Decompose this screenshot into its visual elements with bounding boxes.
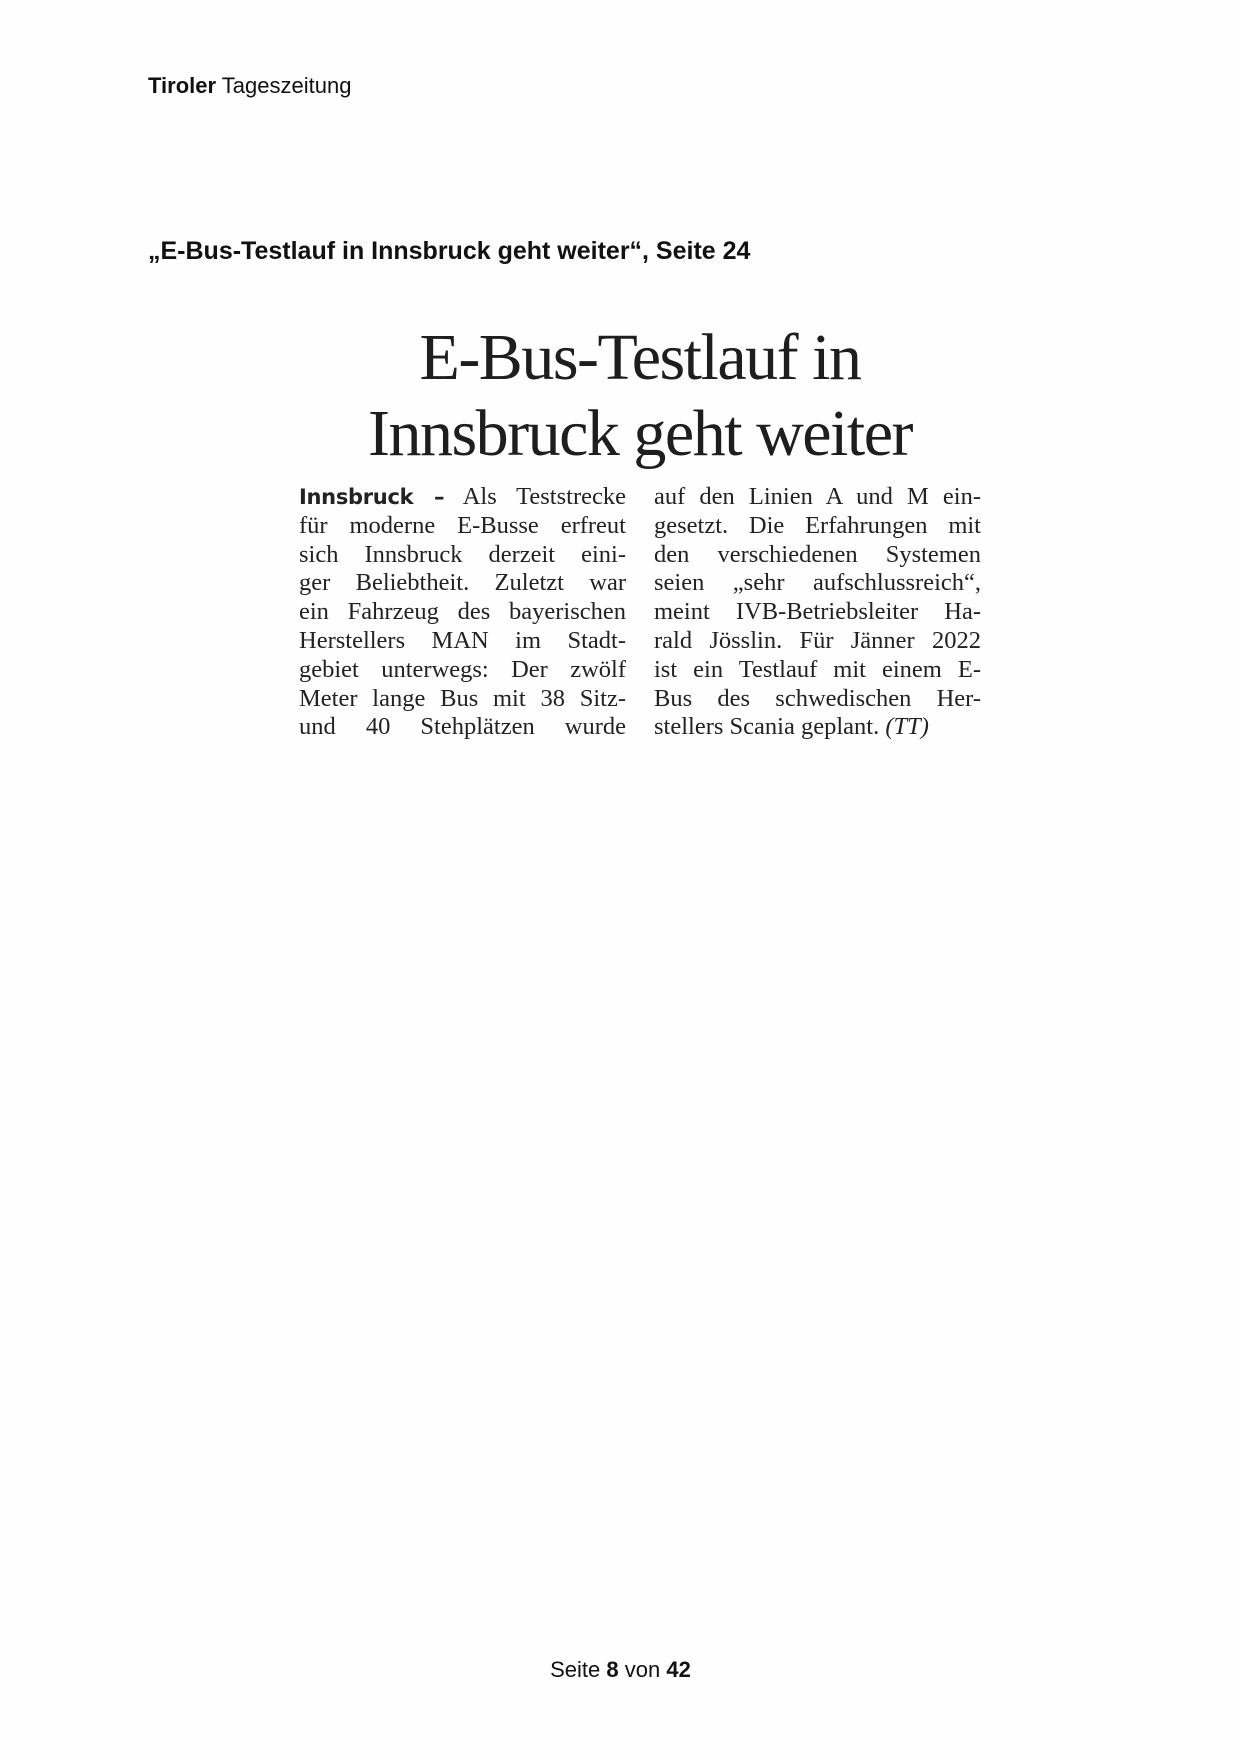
- column-2-line: rald Jösslin. Für Jänner 2022: [654, 626, 981, 654]
- article-reference-title: „E-Bus-Testlauf in Innsbruck geht weiter“, Seite 24: [148, 237, 751, 265]
- column-2-line: meint IVB-Betriebsleiter Ha-: [654, 598, 981, 626]
- article-column-2: [654, 483, 981, 742]
- newspaper-clipping: [299, 320, 981, 742]
- column-1-line: ger Beliebtheit. Zuletzt war: [299, 569, 626, 597]
- article-column-1: [299, 483, 626, 742]
- column-1-line: Herstellers MAN im Stadt-: [299, 626, 626, 654]
- page-total: 42: [666, 1657, 691, 1682]
- page-footer: [0, 1656, 1241, 1684]
- publication-name-bold: Tiroler: [148, 73, 217, 98]
- page-separator: von: [624, 1657, 661, 1682]
- column-1-line: Meter lange Bus mit 38 Sitz-: [299, 684, 626, 712]
- column-1-line: Innsbruck – Als Teststrecke: [299, 483, 626, 510]
- article-headline: [299, 320, 981, 472]
- column-1-line: sich Innsbruck derzeit eini-: [299, 540, 626, 568]
- publication-name: [148, 72, 351, 100]
- page-number: 8: [606, 1657, 619, 1682]
- column-1-line: und 40 Stehplätzen wurde: [299, 713, 626, 741]
- column-2-line: gesetzt. Die Erfahrungen mit: [654, 511, 981, 539]
- page-label: Seite: [550, 1657, 601, 1682]
- column-2-line: stellers Scania geplant. (TT): [654, 713, 929, 741]
- column-2-line: Bus des schwedischen Her-: [654, 684, 981, 712]
- column-2-line: ist ein Testlauf mit einem E-: [654, 655, 981, 683]
- headline-line-2: Innsbruck geht weiter: [368, 397, 912, 470]
- article-dateline: Innsbruck –: [299, 485, 445, 509]
- headline-line-1: E-Bus-Testlauf in: [419, 321, 861, 394]
- column-2-line: den verschiedenen Systemen: [654, 540, 981, 568]
- publication-name-regular: Tageszeitung: [221, 73, 352, 98]
- article-credit: (TT): [885, 713, 929, 741]
- column-1-line: für moderne E-Busse erfreut: [299, 511, 626, 539]
- column-2-line: seien „sehr aufschlussreich“,: [654, 569, 981, 597]
- article-body: [299, 483, 981, 742]
- column-1-line: gebiet unterwegs: Der zwölf: [299, 655, 626, 683]
- column-1-line: ein Fahrzeug des bayerischen: [299, 598, 626, 626]
- column-2-line: auf den Linien A und M ein-: [654, 483, 981, 510]
